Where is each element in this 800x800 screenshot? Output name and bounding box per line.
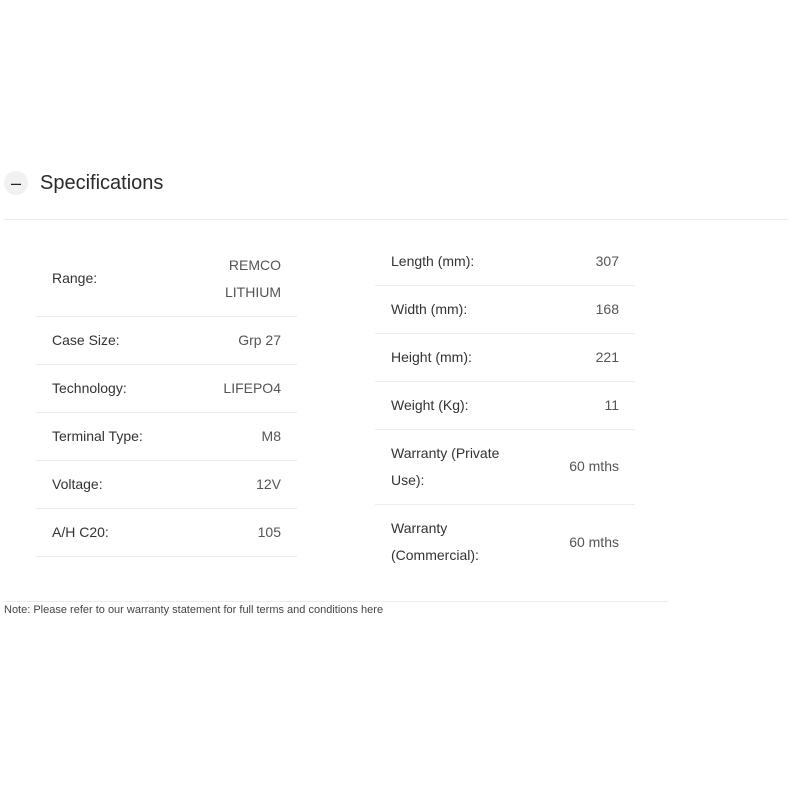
spec-value: 105 (180, 508, 297, 556)
spec-value: 307 (525, 238, 635, 285)
spec-label: Length (mm): (375, 238, 525, 285)
spec-value: Grp 27 (180, 316, 297, 364)
specs-table-right (375, 238, 635, 580)
spec-value: 221 (525, 333, 635, 381)
spec-label: Height (mm): (375, 333, 525, 381)
spec-row-technology (36, 364, 297, 412)
spec-label-line: Warranty (391, 520, 448, 537)
spec-label: Voltage: (36, 460, 180, 508)
warranty-note: Note: Please refer to our warranty statement for full terms and conditions here (4, 604, 384, 616)
spec-label-line: (Commercial): (391, 547, 479, 564)
collapse-toggle-icon[interactable]: – (4, 171, 28, 195)
spec-row-terminal-type (36, 412, 297, 460)
spec-value: LIFEPO4 (180, 364, 297, 412)
spec-row-length (375, 238, 635, 285)
spec-value (180, 242, 297, 316)
spec-label (375, 504, 525, 580)
spec-row-height (375, 333, 635, 381)
specifications-title: Specifications (40, 172, 164, 194)
spec-label: Width (mm): (375, 285, 525, 333)
spec-row-width (375, 285, 635, 333)
spec-row-warranty-private (375, 429, 635, 504)
spec-label: Weight (Kg): (375, 381, 525, 429)
spec-value: M8 (180, 412, 297, 460)
note-divider (4, 601, 668, 602)
spec-value: 12V (180, 460, 297, 508)
spec-value-line: REMCO (228, 256, 281, 273)
spec-row-range (36, 242, 297, 316)
spec-label-line: Warranty (Private (391, 444, 500, 461)
spec-value: 60 mths (525, 429, 635, 504)
spec-label: Technology: (36, 364, 180, 412)
specs-table-left (36, 242, 297, 557)
specifications-header[interactable] (4, 168, 788, 220)
spec-row-weight (375, 381, 635, 429)
spec-row-case-size (36, 316, 297, 364)
spec-value: 168 (525, 285, 635, 333)
spec-label-line: Use): (391, 471, 425, 488)
spec-label: A/H C20: (36, 508, 180, 556)
spec-label: Range: (36, 242, 180, 316)
spec-row-voltage (36, 460, 297, 508)
spec-value: 11 (525, 381, 635, 429)
spec-value-line: LITHIUM (225, 283, 281, 300)
spec-label: Terminal Type: (36, 412, 180, 460)
spec-row-warranty-commercial (375, 504, 635, 580)
spec-label: Case Size: (36, 316, 180, 364)
spec-value: 60 mths (569, 533, 619, 550)
spec-row-ah-c20 (36, 508, 297, 556)
spec-label (375, 429, 525, 504)
